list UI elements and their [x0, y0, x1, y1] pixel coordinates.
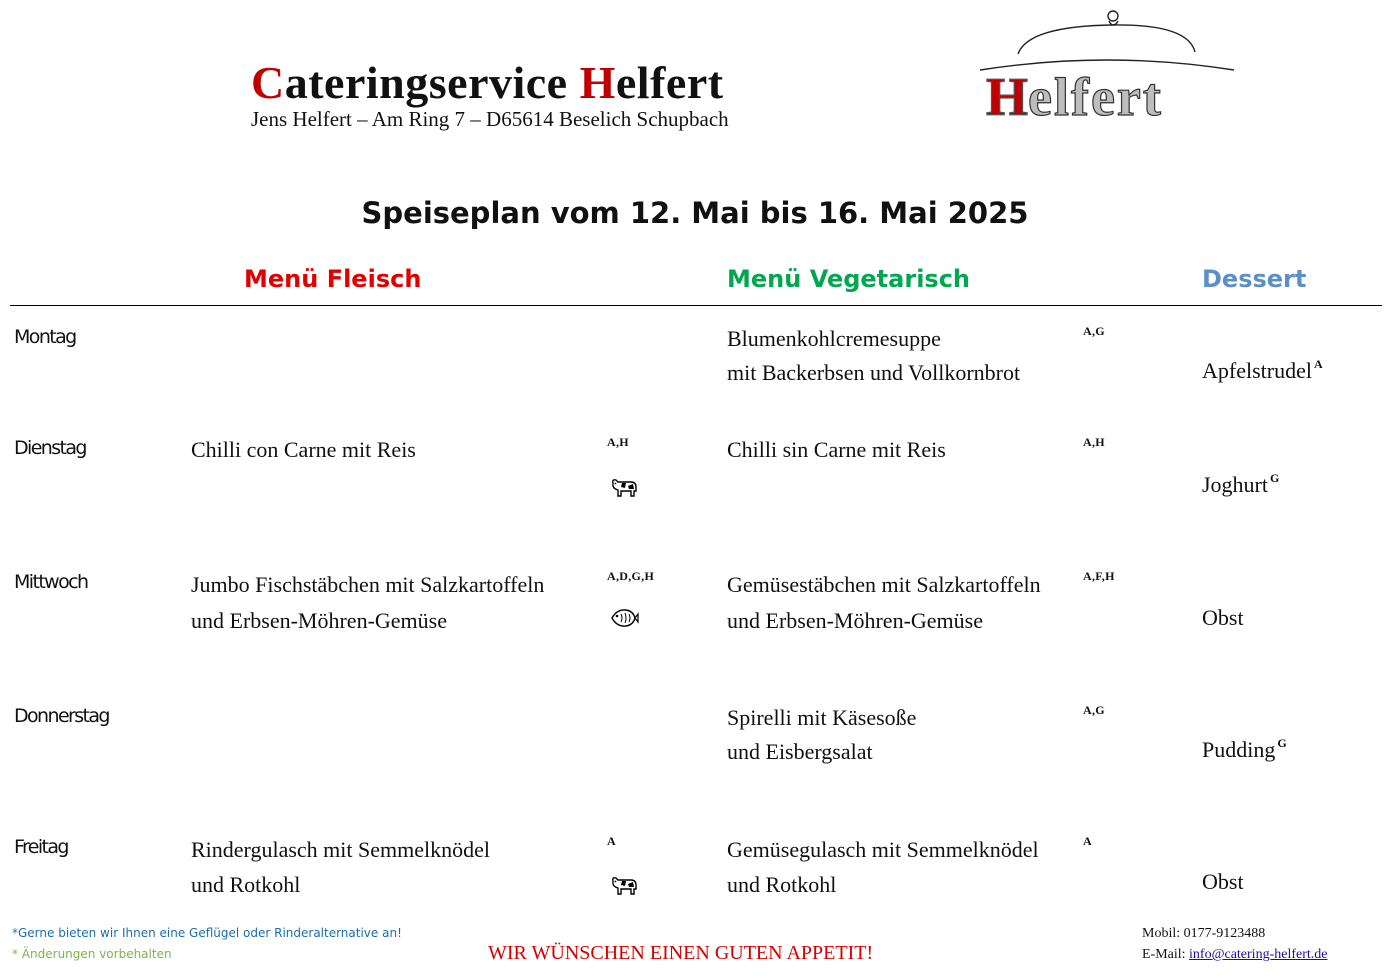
veg-dish-line1: Spirelli mit Käsesoße [727, 705, 917, 730]
dessert-name: Pudding [1202, 737, 1276, 762]
meat-dish-line1: Jumbo Fischstäbchen mit Salzkartoffeln [191, 572, 545, 597]
company-address: Jens Helfert – Am Ring 7 – D65614 Beselich Schupbach [251, 107, 729, 131]
dessert-tuesday [1202, 471, 1279, 498]
veg-dish-friday [727, 832, 1039, 902]
contact-email-label: E-Mail: [1142, 947, 1190, 962]
meat-dish-line2: und Rotkohl [191, 872, 301, 897]
column-header-meat: Menü Fleisch [244, 265, 422, 293]
meat-dish-tuesday [191, 433, 416, 467]
veg-dish-line1: Gemüsegulasch mit Semmelknödel [727, 837, 1039, 862]
dessert-wednesday [1202, 605, 1244, 631]
veg-dish-line1: Blumenkohlcremesuppe [727, 326, 941, 351]
footer-appetit: WIR WÜNSCHEN EINEN GUTEN APPETIT! [488, 942, 874, 964]
meat-allergens-wednesday: A,D,G,H [607, 569, 655, 583]
meat-allergens-friday: A [607, 834, 616, 848]
veg-allergens-wednesday: A,F,H [1083, 569, 1115, 583]
veg-dish-line2: mit Backerbsen und Vollkornbrot [727, 360, 1021, 385]
contact-mobile: Mobil: 0177-9123488 [1142, 926, 1266, 941]
day-tuesday: Dienstag [14, 437, 86, 459]
veg-allergens-thursday: A,G [1083, 703, 1105, 717]
veg-dish-wednesday [727, 567, 1041, 639]
veg-dish-monday [727, 322, 1020, 390]
dessert-thursday [1202, 736, 1287, 763]
cloche-icon [980, 11, 1234, 70]
meat-allergens-tuesday: A,H [607, 435, 629, 449]
dessert-allergen: A [1313, 357, 1323, 371]
veg-dish-line1: Chilli sin Carne mit Reis [727, 437, 946, 462]
contact-email [1142, 947, 1327, 963]
day-monday: Montag [14, 326, 76, 348]
dessert-name: Joghurt [1202, 472, 1268, 497]
company-name-part1: ateringservice [284, 57, 580, 108]
veg-dish-line2: und Erbsen-Möhren-Gemüse [727, 608, 983, 633]
company-name-part2: elfert [615, 57, 724, 108]
helfert-logo [978, 6, 1236, 126]
dessert-friday [1202, 869, 1244, 895]
company-name [251, 56, 724, 109]
column-header-vegetarian: Menü Vegetarisch [727, 265, 971, 293]
cow-icon [609, 873, 639, 897]
dessert-name: Obst [1202, 869, 1244, 894]
dessert-name: Obst [1202, 605, 1244, 630]
fish-icon [609, 606, 639, 630]
veg-allergens-friday: A [1083, 834, 1092, 848]
meat-dish-line2: und Erbsen-Möhren-Gemüse [191, 608, 447, 633]
veg-allergens-monday: A,G [1083, 324, 1105, 338]
day-wednesday: Mittwoch [14, 571, 88, 593]
meat-dish-line1: Rindergulasch mit Semmelknödel [191, 837, 490, 862]
cow-icon [609, 475, 639, 499]
column-header-dessert: Dessert [1202, 265, 1307, 293]
dessert-name: Apfelstrudel [1202, 358, 1312, 383]
svg-text:H: H [986, 67, 1029, 126]
company-initial-c: C [251, 57, 285, 108]
email-link[interactable]: info@catering-helfert.de [1189, 947, 1328, 962]
meat-dish-wednesday [191, 567, 544, 639]
dessert-allergen: G [1277, 736, 1287, 750]
company-initial-h: H [579, 57, 616, 108]
footer-note-changes: * Änderungen vorbehalten [12, 947, 172, 961]
veg-dish-line2: und Eisbergsalat [727, 739, 873, 764]
footer-note-alternative: *Gerne bieten wir Ihnen eine Geflügel oder Rinderalternative an! [12, 926, 402, 940]
veg-allergens-tuesday: A,H [1083, 435, 1105, 449]
day-thursday: Donnerstag [14, 705, 109, 727]
day-friday: Freitag [14, 836, 68, 858]
logo-wordmark: elfert [1028, 67, 1163, 126]
meat-dish-friday [191, 832, 490, 902]
veg-dish-line1: Gemüsestäbchen mit Salzkartoffeln [727, 572, 1041, 597]
veg-dish-line2: und Rotkohl [727, 872, 837, 897]
veg-dish-tuesday [727, 433, 946, 467]
veg-dish-thursday [727, 701, 916, 769]
dessert-allergen: G [1270, 471, 1280, 485]
dessert-monday [1202, 357, 1323, 384]
header-divider [10, 305, 1382, 306]
meat-dish-line1: Chilli con Carne mit Reis [191, 437, 416, 462]
page-title: Speiseplan vom 12. Mai bis 16. Mai 2025 [361, 196, 1029, 230]
